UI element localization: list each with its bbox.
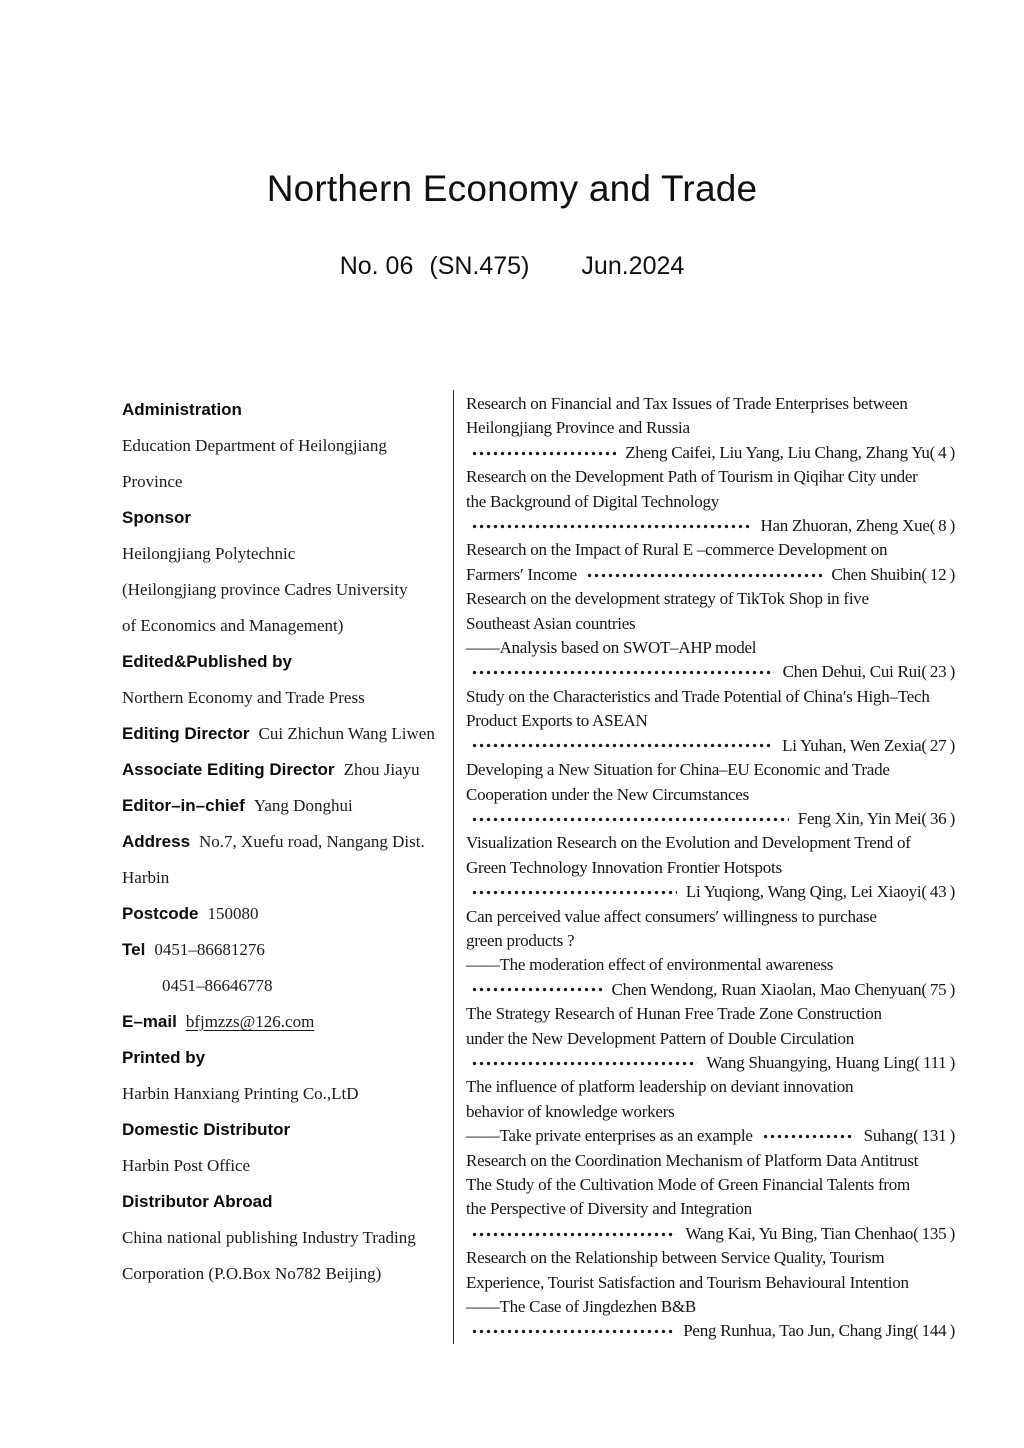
- article-leader-line: [466, 1319, 955, 1343]
- toc-article: [466, 465, 955, 538]
- dot-leader: [471, 887, 677, 898]
- masthead-label: Administration: [122, 400, 242, 419]
- article-title-line: Research on the Development Path of Tourism in Qiqihar City under: [466, 467, 918, 487]
- article-title-line: ——The Case of Jingdezhen B&B: [466, 1297, 697, 1317]
- masthead-label: Edited&Published by: [122, 652, 293, 671]
- article-title-line: Green Technology Innovation Frontier Hotspots: [466, 857, 782, 877]
- dot-leader: [471, 1326, 674, 1337]
- masthead-value: Harbin Hanxiang Printing Co.,LtD: [122, 1084, 359, 1103]
- article-title-line: The Strategy Research of Hunan Free Trade Zone Construction: [466, 1004, 882, 1024]
- article-authors-page: Feng Xin, Yin Mei( 36 ): [797, 808, 955, 828]
- article-leader-line: [466, 1124, 955, 1148]
- content-columns: [122, 390, 955, 1344]
- article-title-line: Research on the development strategy of TikTok Shop in five: [466, 589, 869, 609]
- journal-title: Northern Economy and Trade: [266, 168, 758, 209]
- article-authors-page: Wang Kai, Yu Bing, Tian Chenhao( 135 ): [685, 1223, 955, 1243]
- masthead-label: Editor–in–chief: [122, 796, 245, 815]
- masthead-value: Corporation (P.O.Box No782 Beijing): [122, 1264, 382, 1283]
- article-title-prefix: ——Take private enterprises as an example: [466, 1126, 753, 1146]
- masthead-value: Province: [122, 472, 183, 491]
- masthead-value: 150080: [207, 904, 259, 923]
- masthead-heading: [122, 1112, 445, 1148]
- masthead-label: Address: [122, 832, 191, 851]
- article-authors-page: Wang Shuangying, Huang Ling( 111 ): [706, 1052, 955, 1072]
- masthead-label: Associate Editing Director: [122, 760, 335, 779]
- masthead-heading: [122, 1184, 445, 1220]
- toc-article: [466, 1002, 955, 1075]
- masthead-label: Distributor Abroad: [122, 1192, 273, 1211]
- masthead-label: Sponsor: [122, 508, 191, 527]
- masthead-heading: [122, 644, 445, 680]
- masthead-line: [122, 1220, 445, 1256]
- masthead-line: [122, 428, 445, 464]
- dot-leader: [762, 1131, 855, 1142]
- article-leader-line: [466, 734, 955, 758]
- article-authors-page: Zheng Caifei, Liu Yang, Liu Chang, Zhang Yu( 4 ): [625, 442, 955, 462]
- issue-line: [0, 252, 1024, 281]
- article-authors-page: Chen Dehui, Cui Rui( 23 ): [782, 662, 955, 682]
- masthead-line: [122, 572, 445, 608]
- article-title-line: the Background of Digital Technology: [466, 491, 719, 511]
- article-leader-line: [466, 441, 955, 465]
- article-leader-line: [466, 807, 955, 831]
- article-leader-line: [466, 1222, 955, 1246]
- masthead-value: of Economics and Management): [122, 616, 344, 635]
- masthead-heading: [122, 392, 445, 428]
- masthead-line: [122, 680, 445, 716]
- email-link[interactable]: bfjmzzs@126.com: [185, 1012, 315, 1031]
- article-title-line: Developing a New Situation for China–EU Economic and Trade: [466, 760, 890, 780]
- toc-article: [466, 685, 955, 758]
- toc-article: [466, 538, 955, 587]
- toc-article: [466, 1149, 955, 1173]
- masthead-label: Domestic Distributor: [122, 1120, 291, 1139]
- dot-leader: [586, 570, 822, 581]
- article-title-line: The Study of the Cultivation Mode of Green Financial Talents from: [466, 1175, 910, 1194]
- masthead-column: [122, 390, 453, 1344]
- toc-article: [466, 831, 955, 904]
- masthead-value: Cui Zhichun Wang Liwen: [258, 724, 435, 743]
- toc-article: [466, 1075, 955, 1148]
- masthead-line: [122, 1076, 445, 1112]
- masthead-value: Heilongjiang Polytechnic: [122, 544, 296, 563]
- article-authors-page: Chen Wendong, Ruan Xiaolan, Mao Chenyuan( 75 ): [611, 979, 955, 999]
- dot-leader: [471, 814, 789, 825]
- article-leader-line: [466, 660, 955, 684]
- article-title-line: Research on the Coordination Mechanism of Platform Data Antitrust: [466, 1150, 919, 1170]
- masthead-label: Printed by: [122, 1048, 206, 1067]
- article-authors-page: Chen Shuibin( 12 ): [831, 564, 955, 584]
- masthead-value: Zhou Jiayu: [343, 760, 420, 779]
- masthead-value: (Heilongjiang province Cadres University: [122, 580, 408, 599]
- masthead-label: E–mail: [122, 1012, 177, 1031]
- toc-column: [453, 390, 955, 1344]
- article-title-line: Research on Financial and Tax Issues of Trade Enterprises between: [466, 394, 908, 413]
- masthead-line: [122, 752, 445, 788]
- masthead-line: [122, 1256, 445, 1292]
- dot-leader: [471, 667, 774, 678]
- masthead-line: [122, 824, 445, 860]
- article-title-line: Research on the Relationship between Service Quality, Tourism: [466, 1248, 885, 1268]
- article-authors-page: Suhang( 131 ): [863, 1126, 955, 1146]
- toc-article: [466, 1173, 955, 1246]
- article-leader-line: [466, 514, 955, 538]
- masthead-heading: [122, 1040, 445, 1076]
- article-authors-page: Li Yuhan, Wen Zexia( 27 ): [782, 735, 955, 755]
- article-title-line: Product Exports to ASEAN: [466, 711, 648, 731]
- masthead-line: [122, 1148, 445, 1184]
- masthead-value: 0451–86681276: [154, 940, 265, 959]
- masthead-value: China national publishing Industry Trading: [122, 1228, 416, 1247]
- article-title-line: under the New Development Pattern of Double Circulation: [466, 1028, 854, 1048]
- dot-leader: [471, 1229, 676, 1240]
- article-title-line: Heilongjiang Province and Russia: [466, 418, 690, 438]
- article-title-line: Visualization Research on the Evolution and Development Trend of: [466, 833, 911, 853]
- masthead-label: Tel: [122, 940, 146, 959]
- article-title-line: The influence of platform leadership on deviant innovation: [466, 1077, 854, 1097]
- masthead-value: Education Department of Heilongjiang: [122, 436, 387, 455]
- article-title-line: behavior of knowledge workers: [466, 1101, 675, 1121]
- toc-article: [466, 587, 955, 685]
- masthead-value: Northern Economy and Trade Press: [122, 688, 365, 707]
- toc-article: [466, 905, 955, 1003]
- article-authors-page: Han Zhuoran, Zheng Xue( 8 ): [760, 516, 955, 536]
- article-leader-line: [466, 563, 955, 587]
- page-header: [0, 168, 1024, 281]
- article-authors-page: Li Yuqiong, Wang Qing, Lei Xiaoyi( 43 ): [685, 882, 955, 902]
- article-title-line: Cooperation under the New Circumstances: [466, 784, 749, 804]
- issue-number: No. 06: [339, 252, 414, 280]
- masthead-line: [122, 464, 445, 500]
- masthead-line: [122, 932, 445, 968]
- masthead-line: [122, 896, 445, 932]
- masthead-label: Postcode: [122, 904, 199, 923]
- masthead-line: [122, 860, 445, 896]
- article-title-line: the Perspective of Diversity and Integration: [466, 1199, 752, 1219]
- toc-article: [466, 758, 955, 831]
- article-leader-line: [466, 1051, 955, 1075]
- article-title-line: ——Analysis based on SWOT–AHP model: [466, 638, 757, 658]
- masthead-line: [122, 536, 445, 572]
- masthead-value: No.7, Xuefu road, Nangang Dist.: [199, 832, 425, 851]
- article-title-line: Experience, Tourist Satisfaction and Tourism Behavioural Intention: [466, 1272, 909, 1292]
- article-title-line: green products ?: [466, 930, 575, 950]
- masthead-heading: [122, 500, 445, 536]
- dot-leader: [471, 740, 773, 751]
- serial-number: (SN.475): [429, 252, 530, 280]
- article-leader-line: [466, 978, 955, 1002]
- article-leader-line: [466, 880, 955, 904]
- masthead-line: [122, 716, 445, 752]
- article-title-line: Study on the Characteristics and Trade Potential of China′s High–Tech: [466, 686, 930, 706]
- masthead-line: [122, 1004, 445, 1040]
- dot-leader: [471, 448, 616, 459]
- article-title-line: ——The moderation effect of environmental awareness: [466, 955, 834, 975]
- dot-leader: [471, 984, 603, 995]
- toc-article: [466, 1246, 955, 1344]
- masthead-value: 0451–86646778: [162, 976, 273, 995]
- masthead-line: [122, 608, 445, 644]
- masthead-label: Editing Director: [122, 724, 250, 743]
- dot-leader: [471, 1058, 697, 1069]
- toc-article: [466, 392, 955, 465]
- masthead-value: Harbin Post Office: [122, 1156, 251, 1175]
- masthead-value: Yang Donghui: [253, 796, 353, 815]
- masthead-value: Harbin: [122, 868, 170, 887]
- article-title-line: Can perceived value affect consumers′ willingness to purchase: [466, 906, 877, 926]
- article-title-line: Research on the Impact of Rural E –commerce Development on: [466, 540, 888, 560]
- article-title-prefix: Farmers′ Income: [466, 564, 577, 584]
- article-authors-page: Peng Runhua, Tao Jun, Chang Jing( 144 ): [683, 1321, 955, 1341]
- masthead-line: [122, 788, 445, 824]
- dot-leader: [471, 521, 751, 532]
- article-title-line: Southeast Asian countries: [466, 613, 636, 633]
- masthead-line: [122, 968, 445, 1004]
- issue-date: Jun.2024: [581, 252, 685, 280]
